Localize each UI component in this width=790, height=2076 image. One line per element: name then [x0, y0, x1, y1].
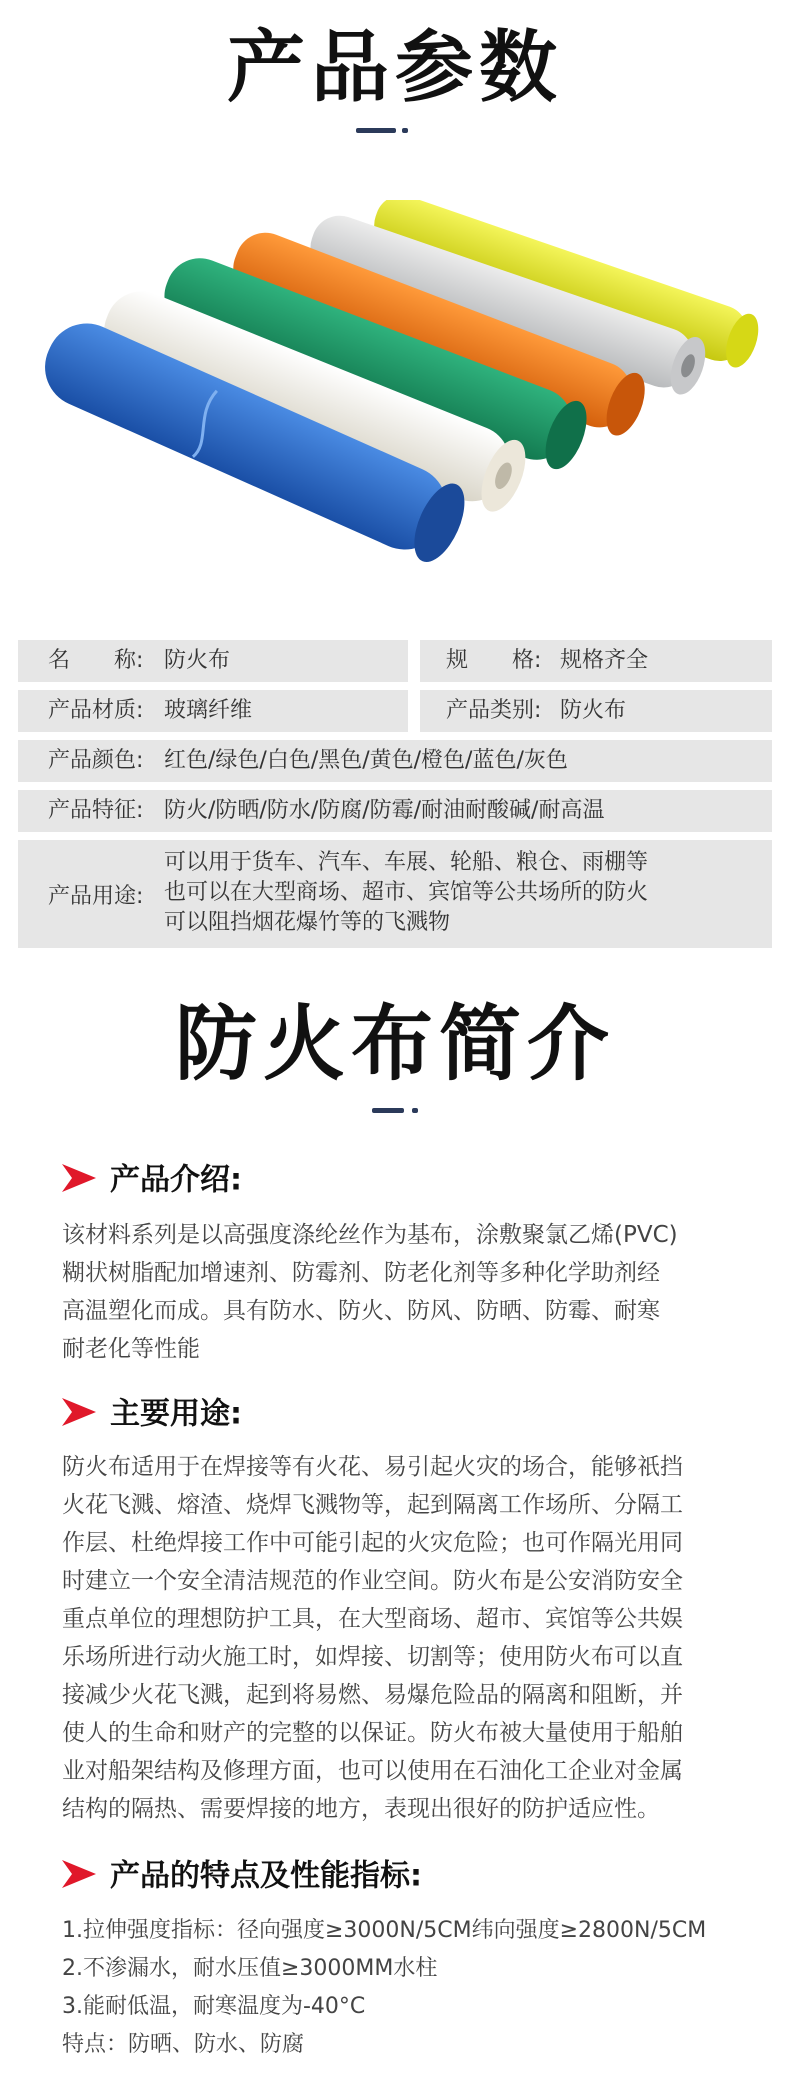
red-arrow-icon [62, 1860, 96, 1888]
title-underline-dot [402, 128, 408, 133]
title-underline [356, 128, 396, 133]
page-title-intro: 防火布简介 [174, 997, 615, 1092]
spec-size: 规 格: 规格齐全 [420, 640, 772, 682]
product-rolls-image [0, 200, 790, 600]
spec-name: 名 称: 防火布 [18, 640, 408, 682]
section-heading-specs: 产品的特点及性能指标: [62, 1856, 422, 1897]
red-arrow-icon [62, 1398, 96, 1426]
page-title-params: 产品参数 [226, 23, 563, 113]
section-heading-usage: 主要用途: [62, 1394, 242, 1435]
usage-line: 可以用于货车、汽车、车展、轮船、粮仓、雨棚等 [164, 850, 649, 875]
section-text-usage: 防火布适用于在焊接等有火花、易引起火灾的场合，能够祇挡 火花飞溅、熔渣、烧焊飞溅物等，起到隔离工作场所、分隔工 作层、杜绝焊接工作中可能引起的火灾危险；也可作隔光用同 时建立一个安全清洁规范的作业空间。防火布是公安消防安全 重点单位的理想防护工具，在大型商场、超市、宾馆等公共娱 乐场所进行动火施工时，如焊接、切割等；使用防火布可以直 接减少火花飞溅，起到将易燃、易爆危险品的隔离和阻断，并 使人的生命和财产的完整的以保证。防火布被大量使用于船舶 业对船架结构及修理方面，也可以使用在石油化工企业对金属 结构的隔热、需要焊接的地方，表现出很好的防护适应性。 [62, 1454, 683, 1822]
title-underline-dot [412, 1108, 418, 1113]
spec-material: 产品材质: 玻璃纤维 [18, 690, 408, 732]
red-arrow-icon [62, 1164, 96, 1192]
usage-line: 也可以在大型商场、超市、宾馆等公共场所的防火 [164, 880, 649, 905]
section-heading-intro: 产品介绍: [62, 1160, 242, 1201]
spec-category: 产品类别: 防火布 [420, 690, 772, 732]
spec-usage: 产品用途: 可以用于货车、汽车、车展、轮船、粮仓、雨棚等 也可以在大型商场、超市、宾馆等公共场所的防火 可以阻挡烟花爆竹等的飞溅物 [18, 840, 772, 948]
section-text-specs: 1.拉伸强度指标：径向强度≥3000N/5CM纬向强度≥2800N/5CM 2.不渗漏水，耐水压值≥3000MM水柱 3.能耐低温，耐寒温度为-40°C 特点：防晒、防水、防腐 [62, 1918, 707, 2057]
title-underline [372, 1108, 404, 1113]
spec-colors: 产品颜色: 红色/绿色/白色/黑色/黄色/橙色/蓝色/灰色 [18, 740, 772, 782]
section-text-intro: 该材料系列是以高强度涤纶丝作为基布，涂敷聚氯乙烯(PVC) 糊状树脂配加增速剂、防霉剂、防老化剂等多种化学助剂经 高温塑化而成。具有防水、防火、防风、防晒、防霉、耐寒 耐老化等性能 [62, 1222, 678, 1362]
spec-features: 产品特征: 防火/防晒/防水/防腐/防霉/耐油耐酸碱/耐高温 [18, 790, 772, 832]
usage-line: 可以阻挡烟花爆竹等的飞溅物 [164, 910, 451, 935]
